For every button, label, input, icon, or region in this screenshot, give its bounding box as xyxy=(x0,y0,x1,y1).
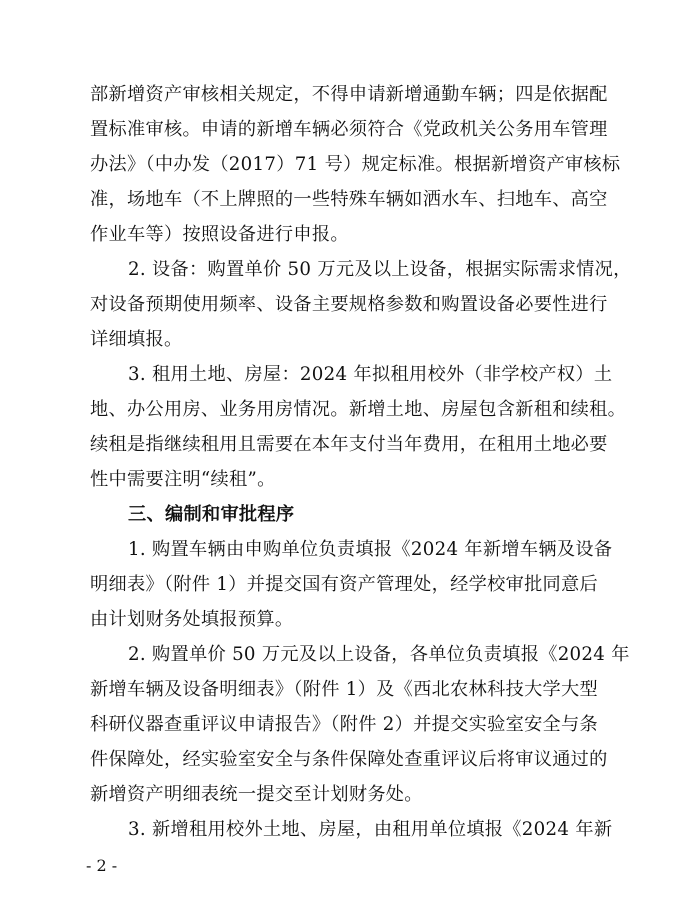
paragraph-line: 科研仪器查重评议申请报告》（附件 2）并提交实验室安全与条 xyxy=(90,714,599,735)
paragraph-line: 3. 新增租用校外土地、房屋，由租用单位填报《2024 年新 xyxy=(128,819,613,840)
paragraph-line: 3. 租用土地、房屋：2024 年拟租用校外（非学校产权）土 xyxy=(128,364,613,385)
page-number: - 2 - xyxy=(86,856,118,875)
paragraph-line: 由计划财务处填报预算。 xyxy=(90,609,294,630)
paragraph-line: 件保障处，经实验室安全与条件保障处查重评议后将审议通过的 xyxy=(90,749,608,770)
paragraph-line: 新增车辆及设备明细表》（附件 1）及《西北农林科技大学大型 xyxy=(90,679,599,700)
paragraph-line: 办法》（中办发（2017）71 号）规定标准。根据新增资产审核标 xyxy=(90,154,621,175)
paragraph-line: 新增资产明细表统一提交至计划财务处。 xyxy=(90,784,423,805)
paragraph-line: 准，场地车（不上牌照的一些特殊车辆如洒水车、扫地车、高空 xyxy=(90,189,608,210)
paragraph-line: 详细填报。 xyxy=(90,329,183,350)
paragraph-line: 地、办公用房、业务用房情况。新增土地、房屋包含新租和续租。 xyxy=(90,399,627,420)
paragraph-line: 2. 设备：购置单价 50 万元及以上设备，根据实际需求情况， xyxy=(128,259,632,280)
paragraph-line: 作业车等）按照设备进行申报。 xyxy=(90,224,349,245)
paragraph-line: 2. 购置单价 50 万元及以上设备，各单位负责填报《2024 年 xyxy=(128,644,630,665)
paragraph-line: 明细表》（附件 1）并提交国有资产管理处，经学校审批同意后 xyxy=(90,574,599,595)
paragraph-line: 对设备预期使用频率、设备主要规格参数和购置设备必要性进行 xyxy=(90,294,608,315)
paragraph-line: 部新增资产审核相关规定，不得申请新增通勤车辆；四是依据配 xyxy=(90,84,608,105)
paragraph-line: 置标准审核。申请的新增车辆必须符合《党政机关公务用车管理 xyxy=(90,119,608,140)
paragraph-line: 1. 购置车辆由申购单位负责填报《2024 年新增车辆及设备 xyxy=(128,539,613,560)
section-heading: 三、编制和审批程序 xyxy=(128,504,295,525)
paragraph-line: 性中需要注明“续租”。 xyxy=(90,469,276,490)
paragraph-line: 续租是指继续租用且需要在本年支付当年费用，在租用土地必要 xyxy=(90,434,608,455)
